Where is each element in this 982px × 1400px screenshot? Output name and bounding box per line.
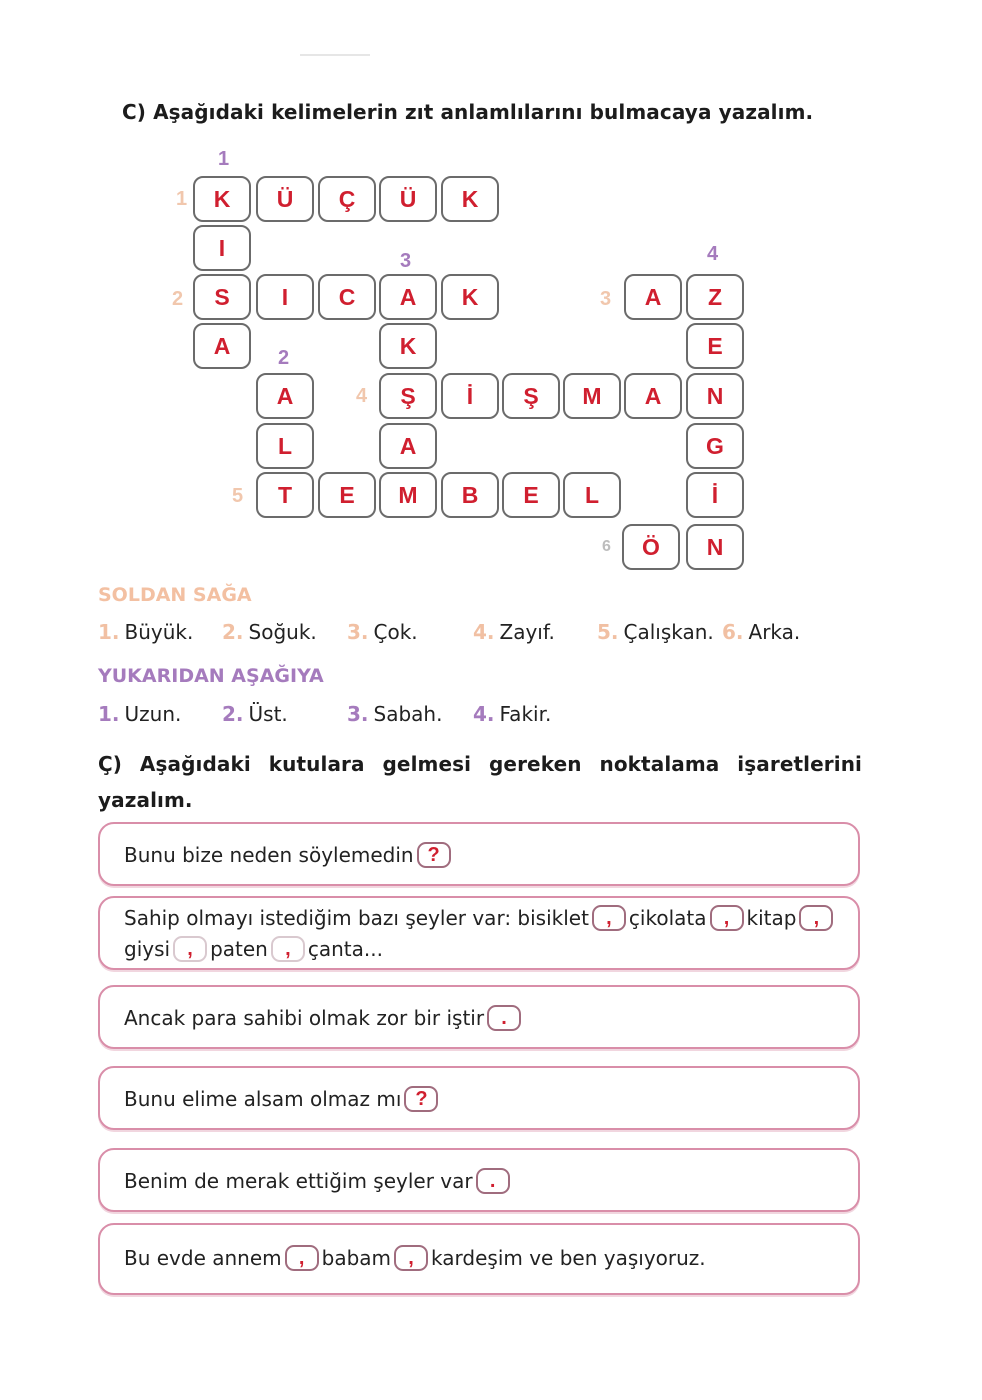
punctuation-slot[interactable]: , [394,1245,428,1271]
crossword-cell[interactable]: K [441,176,499,222]
clue-text: Sabah. [373,702,443,726]
crossword-cell[interactable]: K [441,274,499,320]
across-number-2: 2 [172,288,184,310]
clue-number: 2. [222,702,244,726]
crossword-cell[interactable]: E [502,472,560,518]
clue-number: 4. [473,702,495,726]
clue-text: Büyük. [124,620,194,644]
down-number-1: 1 [218,148,230,170]
crossword-cell[interactable]: C [318,274,376,320]
crossword-cell[interactable]: Ü [379,176,437,222]
sentence-text: Bunu bize neden söylemedin [124,843,414,867]
punctuation-box-1 [98,822,860,886]
crossword-cell[interactable]: M [563,373,621,419]
clue-text: Uzun. [124,702,182,726]
crossword-cell[interactable]: K [193,176,251,222]
crossword-cell[interactable]: M [379,472,437,518]
sentence-text: Benim de merak ettiğim şeyler var [124,1169,473,1193]
sentence-text: giysi [124,937,171,961]
punctuation-slot[interactable]: , [285,1245,319,1271]
across-clue-6 [722,620,800,644]
decorative-line [300,54,370,56]
across-clue-1 [98,620,193,644]
down-number-2: 2 [278,347,290,369]
down-clue-3 [347,702,442,726]
down-clue-1 [98,702,181,726]
sentence-text: babam [321,1246,392,1270]
crossword-cell[interactable]: E [318,472,376,518]
across-number-3: 3 [600,288,612,310]
crossword-cell[interactable]: N [686,373,744,419]
clue-number: 3. [347,702,369,726]
sentence-text: Sahip olmayı istediğim bazı şeyler var: bisiklet [124,906,589,930]
clue-number: 4. [473,620,495,644]
punctuation-box-5 [98,1148,860,1212]
crossword-cell[interactable]: Ç [318,176,376,222]
section-cc-heading: Ç) Aşağıdaki kutulara gelmesi gereken noktalama işaretlerini yazalım. [98,752,862,812]
crossword-cell[interactable]: A [624,274,682,320]
clue-number: 3. [347,620,369,644]
across-number-1: 1 [176,188,188,210]
crossword-cell[interactable]: A [193,323,251,369]
crossword-cell[interactable]: K [379,323,437,369]
down-clues-title: YUKARIDAN AŞAĞIYA [98,665,324,687]
sentence-text: Bu evde annem [124,1246,282,1270]
crossword-cell[interactable]: T [256,472,314,518]
down-clue-2 [222,702,288,726]
section-c-heading: C) Aşağıdaki kelimelerin zıt anlamlılarını bulmacaya yazalım. [122,100,814,124]
sentence-text: kitap [746,906,797,930]
sentence-text: çanta... [307,937,383,961]
crossword-cell[interactable]: L [256,423,314,469]
across-clue-5 [597,620,714,644]
crossword-cell[interactable]: A [379,274,437,320]
crossword-cell[interactable]: Ö [622,524,680,570]
crossword-cell[interactable]: I [256,274,314,320]
punctuation-box-2 [98,896,860,970]
crossword-cell[interactable]: E [686,323,744,369]
clue-text: Soğuk. [248,620,317,644]
across-clue-4 [473,620,555,644]
punctuation-slot[interactable]: , [592,905,626,931]
punctuation-slot[interactable]: , [271,936,305,962]
sentence-text: paten [210,937,268,961]
crossword-cell[interactable]: A [624,373,682,419]
crossword-cell[interactable]: I [193,225,251,271]
punctuation-slot[interactable]: . [476,1168,510,1194]
crossword-cell[interactable]: G [686,423,744,469]
punctuation-box-4 [98,1066,860,1130]
sentence-text: Ancak para sahibi olmak zor bir iştir [124,1006,485,1030]
clue-number: 1. [98,702,120,726]
crossword-cell[interactable]: N [686,524,744,570]
clue-number: 2. [222,620,244,644]
clue-text: Arka. [748,620,801,644]
punctuation-box-6 [98,1223,860,1295]
sentence-text: çikolata [628,906,707,930]
punctuation-box-3 [98,985,860,1049]
punctuation-slot[interactable]: , [710,905,744,931]
clue-text: Fakir. [499,702,552,726]
clue-text: Çalışkan. [623,620,714,644]
across-clue-2 [222,620,317,644]
clue-number: 5. [597,620,619,644]
clue-number: 6. [722,620,744,644]
clue-text: Üst. [248,702,288,726]
punctuation-slot[interactable]: , [799,905,833,931]
sentence-text: Bunu elime alsam olmaz mı [124,1087,402,1111]
across-number-4: 4 [356,385,368,407]
crossword-cell[interactable]: Ş [379,373,437,419]
crossword-cell[interactable]: S [193,274,251,320]
crossword-cell[interactable]: İ [441,373,499,419]
crossword-cell[interactable]: A [379,423,437,469]
punctuation-slot[interactable]: . [487,1005,521,1031]
crossword-cell[interactable]: L [563,472,621,518]
down-number-3: 3 [400,250,412,272]
crossword-cell[interactable]: Z [686,274,744,320]
crossword-cell[interactable]: A [256,373,314,419]
down-clue-4 [473,702,551,726]
across-number-6: 6 [602,538,611,555]
crossword-cell[interactable]: Ü [256,176,314,222]
sentence-text: kardeşim ve ben yaşıyoruz. [431,1246,706,1270]
across-clue-3 [347,620,418,644]
crossword-cell[interactable]: İ [686,472,744,518]
punctuation-slot[interactable]: ? [417,842,451,868]
punctuation-slot[interactable]: ? [404,1086,438,1112]
clue-text: Zayıf. [499,620,555,644]
across-number-5: 5 [232,485,244,507]
clue-text: Çok. [373,620,418,644]
crossword-cell[interactable]: Ş [502,373,560,419]
punctuation-slot[interactable]: , [173,936,207,962]
down-number-4: 4 [707,243,719,265]
across-clues-title: SOLDAN SAĞA [98,584,252,606]
clue-number: 1. [98,620,120,644]
crossword-cell[interactable]: B [441,472,499,518]
